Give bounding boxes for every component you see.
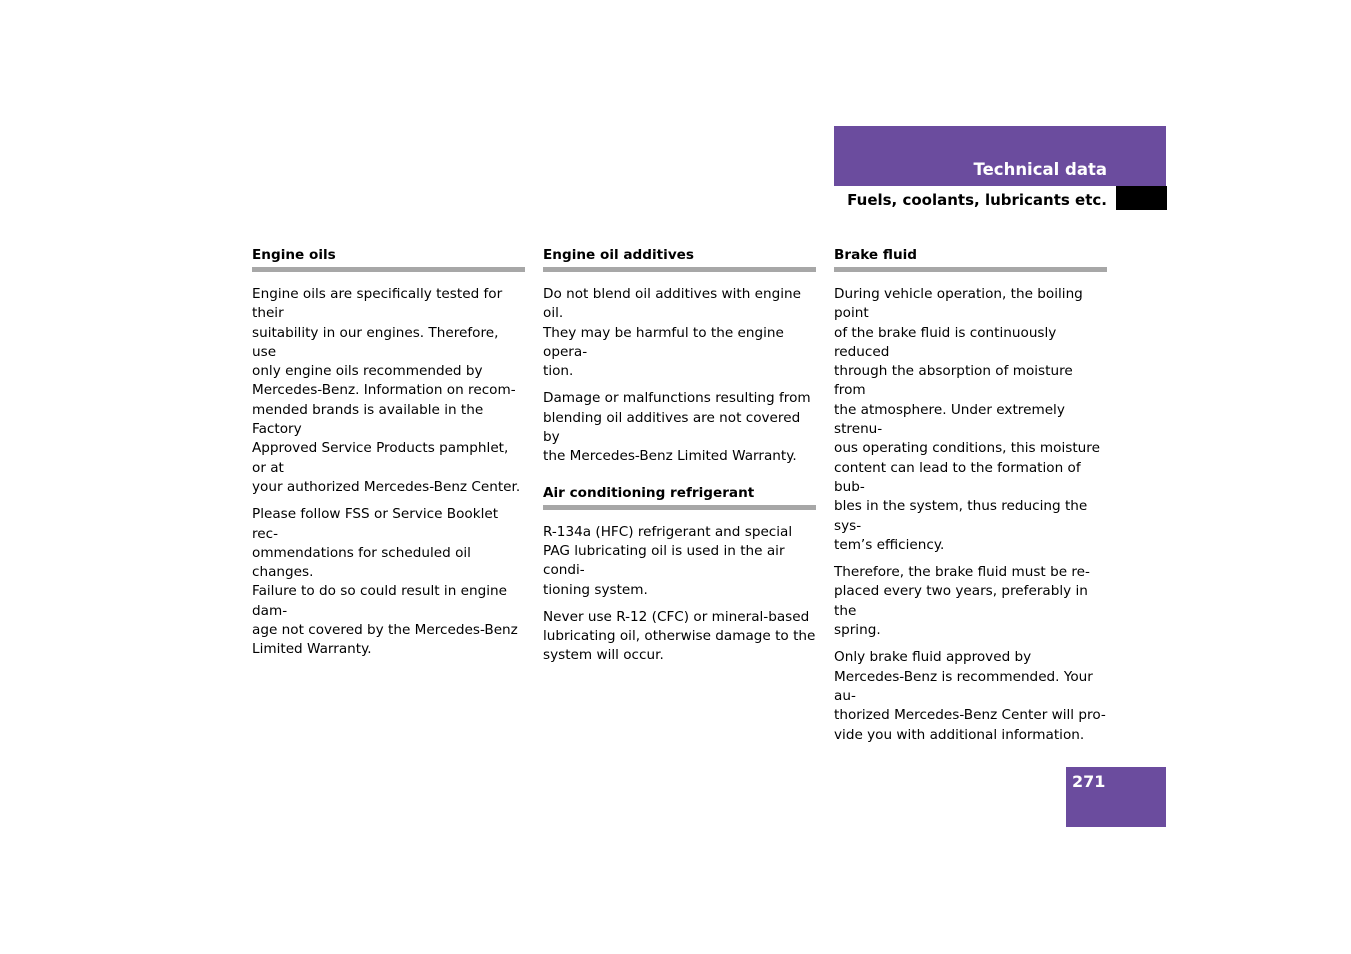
heading-engine-oils: Engine oils xyxy=(252,247,336,263)
column-right xyxy=(834,246,1107,753)
paragraph: Never use R-12 (CFC) or mineral-based lubricating oil, otherwise damage to the system will occur. xyxy=(543,608,816,664)
column-left xyxy=(252,246,525,668)
thumb-index-tab xyxy=(1116,186,1167,210)
paragraph: Engine oils are specifically tested for their suitability in our engines. Therefore, use only engine oils recommended by Mercedes-Benz. Information on recom- mended brands is available in the Factory Approved Service Products pamphlet, or at your authorized Mercedes-Benz Center. xyxy=(252,286,521,495)
subsection-title: Fuels, coolants, lubricants etc. xyxy=(847,191,1107,209)
paragraph: Please follow FSS or Service Booklet rec- ommendations for scheduled oil changes. Failure to do so could result in engine dam- age not covered by the Mercedes-Benz Limited Warranty. xyxy=(252,506,518,658)
heading-air-conditioning-refrigerant: Air conditioning refrigerant xyxy=(543,484,755,501)
heading-engine-oil-additives: Engine oil additives xyxy=(543,247,694,263)
paragraph: Therefore, the brake fluid must be re- placed every two years, preferably in the spring. xyxy=(834,564,1090,639)
column-middle xyxy=(543,246,816,674)
page-number: 271 xyxy=(1072,772,1106,791)
section-title: Technical data xyxy=(973,160,1107,179)
paragraph: R-134a (HFC) refrigerant and special PAG lubricating oil is used in the air condi- tioning system. xyxy=(543,523,793,598)
paragraph: Damage or malfunctions resulting from blending oil additives are not covered by the Mercedes-Benz Limited Warranty. xyxy=(543,390,811,465)
heading-rule xyxy=(252,267,525,272)
heading-rule xyxy=(543,267,816,272)
paragraph: During vehicle operation, the boiling point of the brake fluid is continuously reduced through the absorption of moisture from the atmosphere. Under extremely strenu- ous operating conditions, this moisture content can lead to the formation of bub- bles in the system, thus reducing the sys- tem’s efficiency. xyxy=(834,286,1100,553)
heading-rule xyxy=(834,267,1107,272)
heading-brake-fluid: Brake fluid xyxy=(834,247,918,263)
paragraph: Do not blend oil additives with engine oil. They may be harmful to the engine opera- tion. xyxy=(543,286,802,380)
heading-rule xyxy=(543,505,816,510)
paragraph: Only brake fluid approved by Mercedes-Benz is recommended. Your au- thorized Mercedes-Benz Center will pro- vide you with additional information. xyxy=(834,649,1106,743)
